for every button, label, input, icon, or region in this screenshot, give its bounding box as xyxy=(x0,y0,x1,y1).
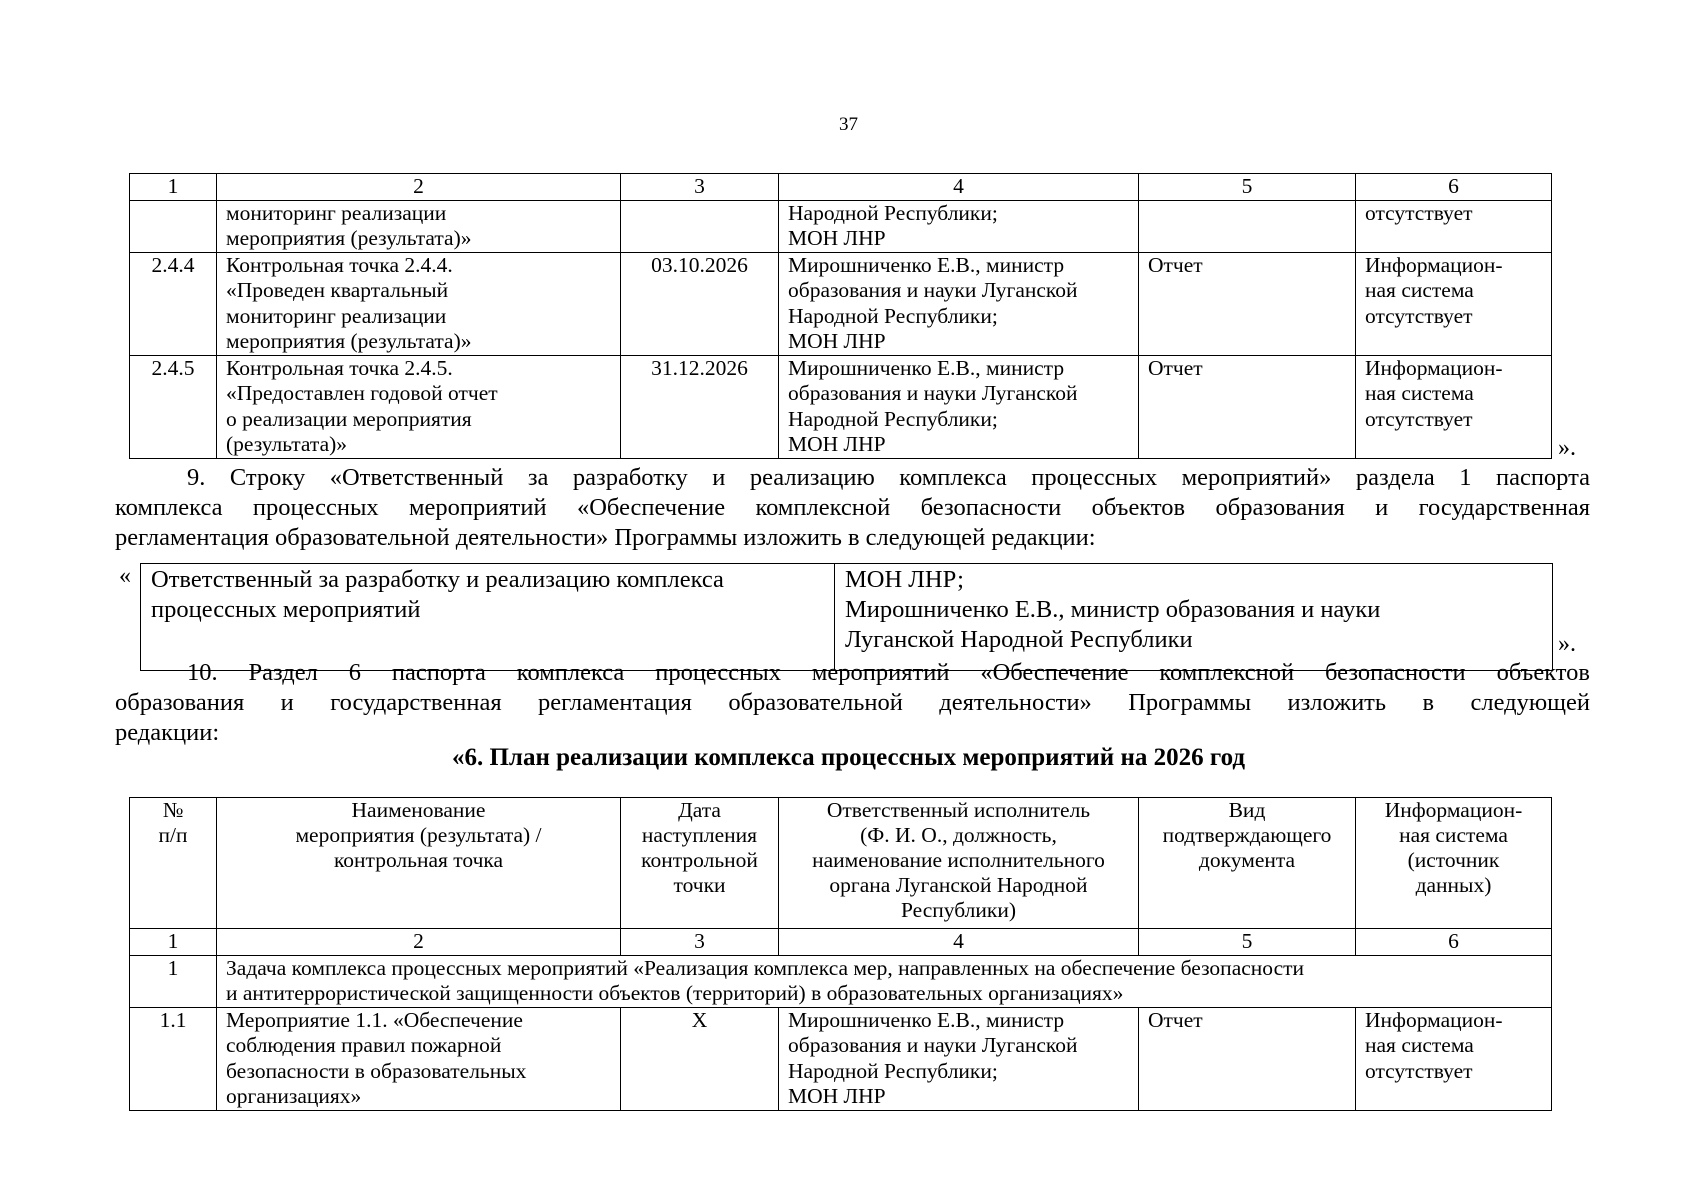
text-line: Народной Республики; xyxy=(788,200,998,225)
text-line: ная система xyxy=(1365,1033,1474,1057)
text-line: образования и науки Луганской xyxy=(788,278,1078,302)
row-system xyxy=(1356,252,1552,355)
text-line: соблюдения правил пожарной xyxy=(226,1033,502,1057)
text-line: Мирошниченко Е.В., министр xyxy=(788,355,1065,380)
text-line: Информацион- xyxy=(1384,798,1523,822)
header-date xyxy=(621,798,779,929)
column-number: 5 xyxy=(1139,929,1356,956)
text-line: Ответственный за разработку и реализацию комплекса xyxy=(151,566,724,593)
header-row xyxy=(130,798,1552,929)
row-date xyxy=(621,200,779,252)
paragraph-line: регламентация образовательной деятельности» Программы изложить в следующей редакции: xyxy=(115,524,1096,551)
row-responsible xyxy=(779,355,1139,458)
text-line: Информацион- xyxy=(1365,252,1503,277)
text-line: данных) xyxy=(1415,873,1492,897)
paragraph-line: комплекса процессных мероприятий «Обеспечение комплексной безопасности объектов образования и государственная xyxy=(115,494,1590,521)
text-line: Луганской Народной Республики xyxy=(845,626,1193,653)
closing-quote: ». xyxy=(1558,631,1576,657)
text-line: образования и науки Луганской xyxy=(788,381,1078,405)
table-row xyxy=(130,355,1552,458)
column-number: 1 xyxy=(130,929,217,956)
column-number: 4 xyxy=(779,929,1139,956)
header-doc xyxy=(1139,798,1356,929)
table-row xyxy=(130,200,1552,252)
text-line: Ответственный исполнитель xyxy=(826,798,1091,822)
text-line: организациях» xyxy=(226,1084,362,1108)
column-number: 3 xyxy=(621,174,779,201)
text-line: ная система xyxy=(1399,823,1508,847)
text-line: Вид xyxy=(1228,798,1266,822)
row-number: 2.4.5 xyxy=(130,355,217,458)
row-name xyxy=(217,1007,621,1110)
text-line: МОН ЛНР xyxy=(788,432,886,456)
text-line: ная система xyxy=(1365,381,1474,405)
text-line: Народной Республики; xyxy=(788,406,998,431)
text-line: отсутствует xyxy=(1365,406,1473,431)
row-name xyxy=(217,252,621,355)
row-responsible xyxy=(779,1007,1139,1110)
text-line: документа xyxy=(1198,848,1296,872)
column-number: 2 xyxy=(217,174,621,201)
column-number-row xyxy=(130,929,1552,956)
text-line: точки xyxy=(673,873,726,897)
row-system xyxy=(1356,355,1552,458)
responsible-value xyxy=(835,564,1553,671)
row-date: Х xyxy=(621,1007,779,1110)
row-system xyxy=(1356,200,1552,252)
text-line: процессных мероприятий xyxy=(151,596,421,623)
column-number: 3 xyxy=(621,929,779,956)
text-line: наступления xyxy=(641,823,758,847)
text-line: МОН ЛНР xyxy=(788,329,886,353)
text-line: органа Луганской Народной xyxy=(829,873,1088,897)
row-doc: Отчет xyxy=(1139,252,1356,355)
column-number: 2 xyxy=(217,929,621,956)
header-system xyxy=(1356,798,1552,929)
text-line: Мирошниченко Е.В., министр xyxy=(788,1007,1065,1032)
closing-quote: ». xyxy=(1558,435,1576,461)
text-line: мероприятия (результата)» xyxy=(226,226,472,250)
row-name xyxy=(217,355,621,458)
table-continuation xyxy=(129,173,1552,459)
text-line: МОН ЛНР xyxy=(788,226,886,250)
text-line: мероприятия (результата)» xyxy=(226,329,472,353)
text-line: Контрольная точка 2.4.4. xyxy=(226,252,453,277)
responsible-label xyxy=(141,564,835,671)
text-line: образования и науки Луганской xyxy=(788,1033,1078,1057)
column-number: 1 xyxy=(130,174,217,201)
row-date: 03.10.2026 xyxy=(621,252,779,355)
column-number-row xyxy=(130,174,1552,201)
text-line: Мероприятие 1.1. «Обеспечение xyxy=(226,1007,523,1032)
row-number: 2.4.4 xyxy=(130,252,217,355)
header-name xyxy=(217,798,621,929)
row-system xyxy=(1356,1007,1552,1110)
header-responsible xyxy=(779,798,1139,929)
text-line: контрольная точка xyxy=(333,848,504,872)
text-line: «Проведен квартальный xyxy=(226,278,449,302)
row-doc: Отчет xyxy=(1139,355,1356,458)
task-text xyxy=(217,955,1552,1007)
row-doc xyxy=(1139,200,1356,252)
table-row xyxy=(130,252,1552,355)
text-line: подтверждающего xyxy=(1162,823,1332,847)
task-number: 1 xyxy=(130,955,217,1007)
paragraph-line: редакции: xyxy=(115,719,220,746)
text-line: Мирошниченко Е.В., министр образования и науки xyxy=(845,596,1381,623)
text-line: мероприятия (результата) / xyxy=(295,823,542,847)
text-line: Республики) xyxy=(900,898,1017,922)
table-row xyxy=(130,1007,1552,1110)
page-number: 37 xyxy=(839,114,858,135)
text-line: отсутствует xyxy=(1365,303,1473,328)
table-row xyxy=(141,564,1553,671)
text-line: отсутствует xyxy=(1365,200,1473,225)
responsible-table xyxy=(140,563,1553,671)
text-line: контрольной xyxy=(641,848,758,872)
text-line: мониторинг реализации xyxy=(226,303,447,328)
text-line: п/п xyxy=(158,823,188,847)
text-line: Информацион- xyxy=(1365,1007,1503,1032)
row-date: 31.12.2026 xyxy=(621,355,779,458)
row-number: 1.1 xyxy=(130,1007,217,1110)
row-responsible xyxy=(779,200,1139,252)
text-line: МОН ЛНР; xyxy=(845,566,964,593)
text-line: (Ф. И. О., должность, xyxy=(860,823,1057,847)
text-line: Дата xyxy=(678,798,721,822)
text-line: «Предоставлен годовой отчет xyxy=(226,381,498,405)
row-name xyxy=(217,200,621,252)
plan-table xyxy=(129,797,1552,1111)
row-number xyxy=(130,200,217,252)
column-number: 4 xyxy=(779,174,1139,201)
text-line: Народной Республики; xyxy=(788,1058,998,1083)
text-line: отсутствует xyxy=(1365,1058,1473,1083)
paragraph-9 xyxy=(115,463,1590,553)
text-line: о реализации мероприятия xyxy=(226,406,472,431)
paragraph-line: 9. Строку «Ответственный за разработку и реализацию комплекса процессных мероприятий» раздела 1 паспорта xyxy=(187,464,1590,491)
text-line: мониторинг реализации xyxy=(226,200,447,225)
column-number: 5 xyxy=(1139,174,1356,201)
text-line: наименование исполнительного xyxy=(812,848,1105,872)
opening-quote: « xyxy=(119,563,131,589)
row-doc: Отчет xyxy=(1139,1007,1356,1110)
text-line: Контрольная точка 2.4.5. xyxy=(226,355,453,380)
column-number: 6 xyxy=(1356,929,1552,956)
column-number: 6 xyxy=(1356,174,1552,201)
text-line: (источник xyxy=(1407,848,1500,872)
text-line: МОН ЛНР xyxy=(788,1084,886,1108)
paragraph-line: 10. Раздел 6 паспорта комплекса процессных мероприятий «Обеспечение комплексной безопасности объектов xyxy=(187,659,1590,686)
text-line: Информацион- xyxy=(1365,355,1503,380)
section-heading: «6. План реализации комплекса процессных мероприятий на 2026 год xyxy=(451,744,1246,771)
paragraph-10 xyxy=(115,658,1590,748)
text-line: и антитеррористической защищенности объектов (территорий) в образовательных организациях» xyxy=(226,981,1124,1005)
text-line: Задача комплекса процессных мероприятий «Реализация комплекса мер, направленных на обеспечение безопасности xyxy=(226,955,1305,980)
text-line: Народной Республики; xyxy=(788,303,998,328)
text-line: Наименование xyxy=(351,798,486,822)
text-line: (результата)» xyxy=(226,432,348,456)
text-line: безопасности в образовательных xyxy=(226,1058,527,1083)
row-responsible xyxy=(779,252,1139,355)
text-line: № xyxy=(162,798,184,822)
task-row xyxy=(130,955,1552,1007)
text-line: ная система xyxy=(1365,278,1474,302)
paragraph-line: образования и государственная регламентация образовательной деятельности» Программы изложить в следующей xyxy=(115,689,1590,716)
header-number xyxy=(130,798,217,929)
text-line: Мирошниченко Е.В., министр xyxy=(788,252,1065,277)
